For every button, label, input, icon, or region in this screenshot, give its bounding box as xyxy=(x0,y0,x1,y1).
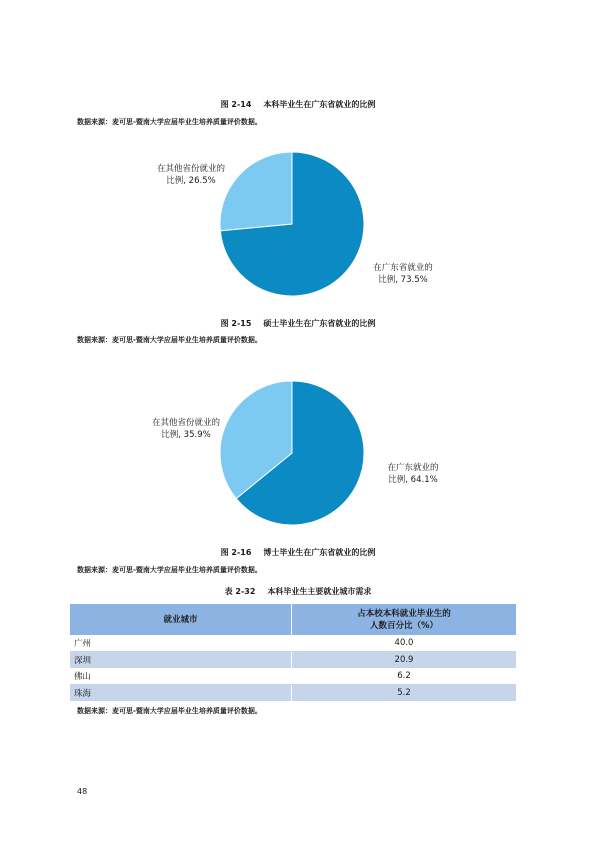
figure-number: 图 2-15 xyxy=(220,319,252,328)
table-row xyxy=(70,685,516,702)
percentage-cell: 6.2 xyxy=(292,668,517,685)
percentage-cell: 20.9 xyxy=(292,652,517,669)
pie-chart-master xyxy=(219,380,365,526)
table-row xyxy=(70,652,516,669)
table-caption xyxy=(0,586,596,597)
figure-title: 本科毕业生在广东省就业的比例 xyxy=(263,100,376,109)
data-source-note: 数据来源：麦可思-暨南大学应届毕业生培养质量评价数据。 xyxy=(77,118,262,126)
figure-title: 博士毕业生在广东省就业的比例 xyxy=(263,548,376,557)
pie-chart-undergraduate xyxy=(219,151,365,297)
percentage-cell: 40.0 xyxy=(292,635,517,652)
data-source-note: 数据来源：麦可思-暨南大学应届毕业生培养质量评价数据。 xyxy=(77,566,262,574)
city-cell: 佛山 xyxy=(70,668,292,685)
table-row xyxy=(70,635,516,652)
figure-caption xyxy=(0,318,596,329)
city-cell: 深圳 xyxy=(70,652,292,669)
figure-caption xyxy=(0,99,596,110)
figure-number: 图 2-14 xyxy=(220,100,252,109)
table-title: 本科毕业生主要就业城市需求 xyxy=(267,587,372,596)
slice-label-other-provinces: 在其他省份就业的 比例, 26.5% xyxy=(156,164,225,186)
table-row xyxy=(70,668,516,685)
slice-label-other-provinces: 在其他省份就业的 比例, 35.9% xyxy=(151,418,220,440)
city-cell: 珠海 xyxy=(70,685,292,702)
employment-city-table xyxy=(70,604,516,701)
column-header-city: 就业城市 xyxy=(70,604,292,635)
data-source-note: 数据来源：麦可思-暨南大学应届毕业生培养质量评价数据。 xyxy=(77,707,262,715)
column-header-percentage: 占本校本科就业毕业生的 人数百分比（%） xyxy=(292,604,517,635)
percentage-cell: 5.2 xyxy=(292,685,517,702)
table-header-row xyxy=(70,604,516,635)
data-source-note: 数据来源：麦可思-暨南大学应届毕业生培养质量评价数据。 xyxy=(77,336,262,344)
table-number: 表 2-32 xyxy=(224,587,256,596)
page-number: 48 xyxy=(77,787,88,796)
city-cell: 广州 xyxy=(70,635,292,652)
figure-caption xyxy=(0,547,596,558)
slice-label-guangdong: 在广东就业的 比例, 64.1% xyxy=(387,463,439,485)
figure-number: 图 2-16 xyxy=(220,548,252,557)
figure-title: 硕士毕业生在广东省就业的比例 xyxy=(263,319,376,328)
slice-label-guangdong: 在广东省就业的 比例, 73.5% xyxy=(373,263,433,285)
